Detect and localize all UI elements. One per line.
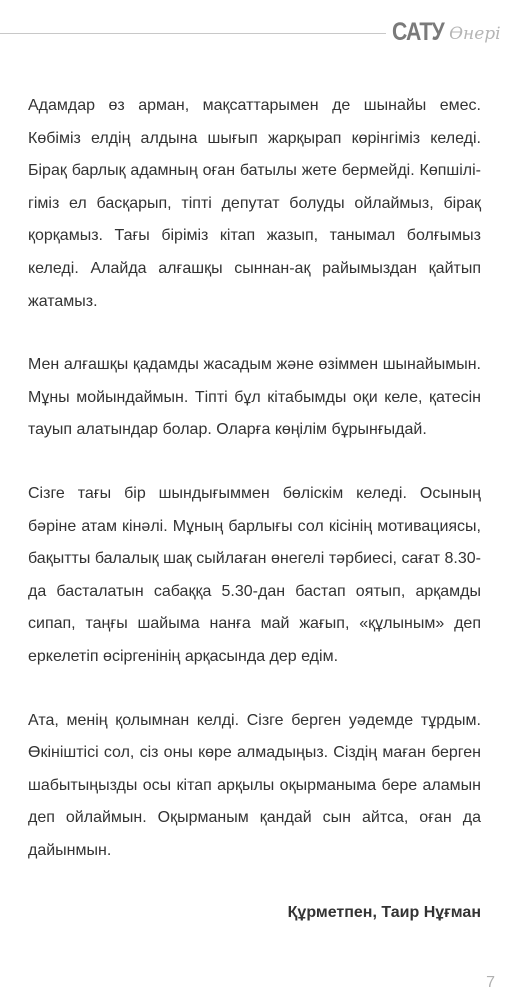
paragraph-2: Мен алғашқы қадамды жасадым және өзіммен шынайымын. Мұны мойындаймын. Тіпті бұл кітабымды оқи келе, қатесін тауып алатындар болар. Оларға көңілім бұрынғыдай. xyxy=(28,356,481,439)
signature: Құрметпен, Таир Нұғман xyxy=(287,904,481,922)
paragraph-4: Ата, менің қолымнан келді. Сізге берген уәдемде тұрдым. Өкініштісі сол, сіз оны көре алмадыңыз. Сіздің маған берген шабытыңызды осы кітап арқылы оқырманыма бере аламын деп ойлаймын. Оқырманым қандай сын айтса, оған да дайынмын. xyxy=(28,711,481,859)
page-header xyxy=(0,0,509,60)
paragraph-3: Сізге тағы бір шындығыммен бөліскім келеді. Осының бәріне атам кінәлі. Мұның барлығы сол кісінің мотивациясы, бақытты балалық шақ сыйлаған өнегелі тәрбиесі, сағат 8.30-да басталатын сабаққа 5.30-дан бастап оятып, арқамды сипап, таңғы шайыма нанға май жағып, «құлыным» деп еркелетіп өсіргенінің арқасында дер едім. xyxy=(28,484,481,665)
page-number: 7 xyxy=(486,974,495,991)
logo-main-text: САТУ xyxy=(392,18,444,46)
page-body xyxy=(28,90,481,929)
brand-logo xyxy=(392,8,501,48)
header-rule xyxy=(0,33,386,34)
logo-script-text: Өнері xyxy=(449,24,501,44)
paragraph-1: Адамдар өз арман, мақсаттарымен де шынайы емес. Көбіміз елдің алдына шығып жарқырап көрінгіміз келеді. Бірақ барлық адамның оған батылы жете бермейді. Көпшілігіміз ел басқарып, тіпті депутат болуды ойлаймыз, бірақ қорқамыз. Тағы біріміз кітап жазып, танымал болғымыз келеді. Алайда алғашқы сыннан-ақ райымыздан қайтып жатамыз. xyxy=(28,97,481,310)
